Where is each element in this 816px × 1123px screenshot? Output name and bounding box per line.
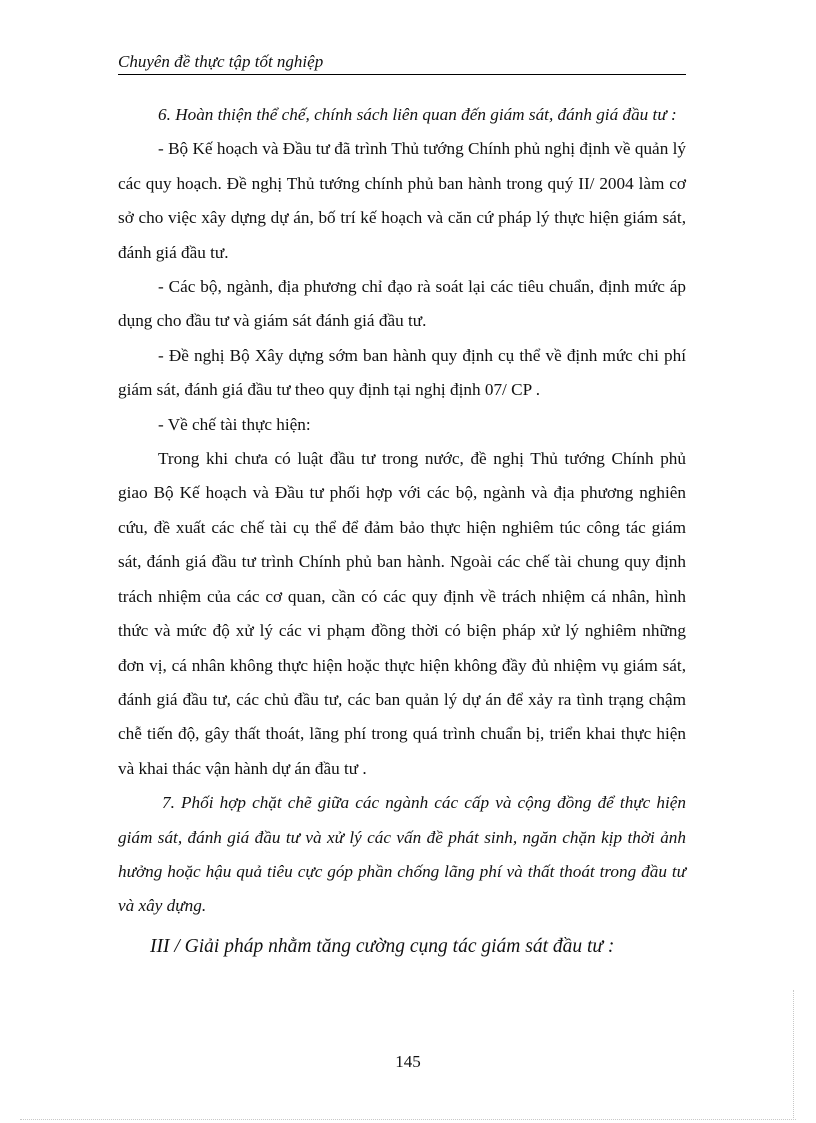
- section-heading: III / Giải pháp nhằm tăng cường cụng tác giám sát đầu tư :: [150, 935, 615, 957]
- paragraph-review-standards: - Các bộ, ngành, địa phương chỉ đạo rà soát lại các tiêu chuẩn, định mức áp dụng cho đầu tư và giám sát đánh giá đầu tư.: [118, 277, 686, 331]
- page-number: 145: [395, 1052, 421, 1071]
- paragraph-construction-ministry: - Đề nghị Bộ Xây dựng sớm ban hành quy định cụ thể về định mức chi phí giám sát, đánh giá đầu tư theo quy định tại nghị định 07/ CP .: [118, 345, 686, 400]
- paragraph-item-7: 7. Phối hợp chặt chẽ giữa các ngành các cấp và cộng đồng để thực hiện giám sát, đánh giá đầu tư và xử lý các vấn đề phát sinh, ngăn chặn kịp thời ảnh hưởng hoặc hậu quả tiêu cực góp phần chống lãng phí và thất thoát trong đầu tư và xây dựng.: [118, 793, 686, 916]
- page-border-bottom: [20, 1119, 796, 1120]
- paragraph-ministry-submission: - Bộ Kế hoạch và Đầu tư đã trình Thủ tướng Chính phủ nghị định về quản lý các quy hoạch. Đề nghị Thủ tướng chính phủ ban hành trong quý II/ 2004 làm cơ sở cho việc xây dựng dự án, bố trí kế hoạch và căn cứ pháp lý thực hiện giám sát, đánh giá đầu tư.: [118, 139, 686, 262]
- paragraph-item-6: 6. Hoàn thiện thể chế, chính sách liên quan đến giám sát, đánh giá đầu tư :: [158, 105, 677, 124]
- document-header: Chuyên đề thực tập tốt nghiệp: [118, 52, 324, 71]
- paragraph-sanctions-body: Trong khi chưa có luật đầu tư trong nước, đề nghị Thủ tướng Chính phủ giao Bộ Kế hoạch và Đầu tư phối hợp với các bộ, ngành và địa phương nghiên cứu, đề xuất các chế tài cụ thể để đảm bảo thực hiện nghiêm túc công tác giám sát, đánh giá đầu tư trình Chính phủ ban hành. Ngoài các chế tài chung quy định trách nhiệm của các cơ quan, cần có các quy định về trách nhiệm cá nhân, hình thức và mức độ xử lý các vi phạm đồng thời có biện pháp xử lý nghiêm những đơn vị, cá nhân không thực hiện hoặc thực hiện không đầy đủ nhiệm vụ giám sát, đánh giá đầu tư, các chủ đầu tư, các ban quản lý dự án để xảy ra tình trạng chậm chễ tiến độ, gây thất thoát, lãng phí trong quá trình chuẩn bị, triển khai thực hiện và khai thác vận hành dự án đầu tư .: [118, 449, 686, 778]
- page-border-right: [793, 990, 794, 1120]
- paragraph-sanctions-heading: - Về chế tài thực hiện:: [158, 414, 311, 434]
- header-rule: [118, 74, 686, 75]
- page-content: [118, 98, 686, 964]
